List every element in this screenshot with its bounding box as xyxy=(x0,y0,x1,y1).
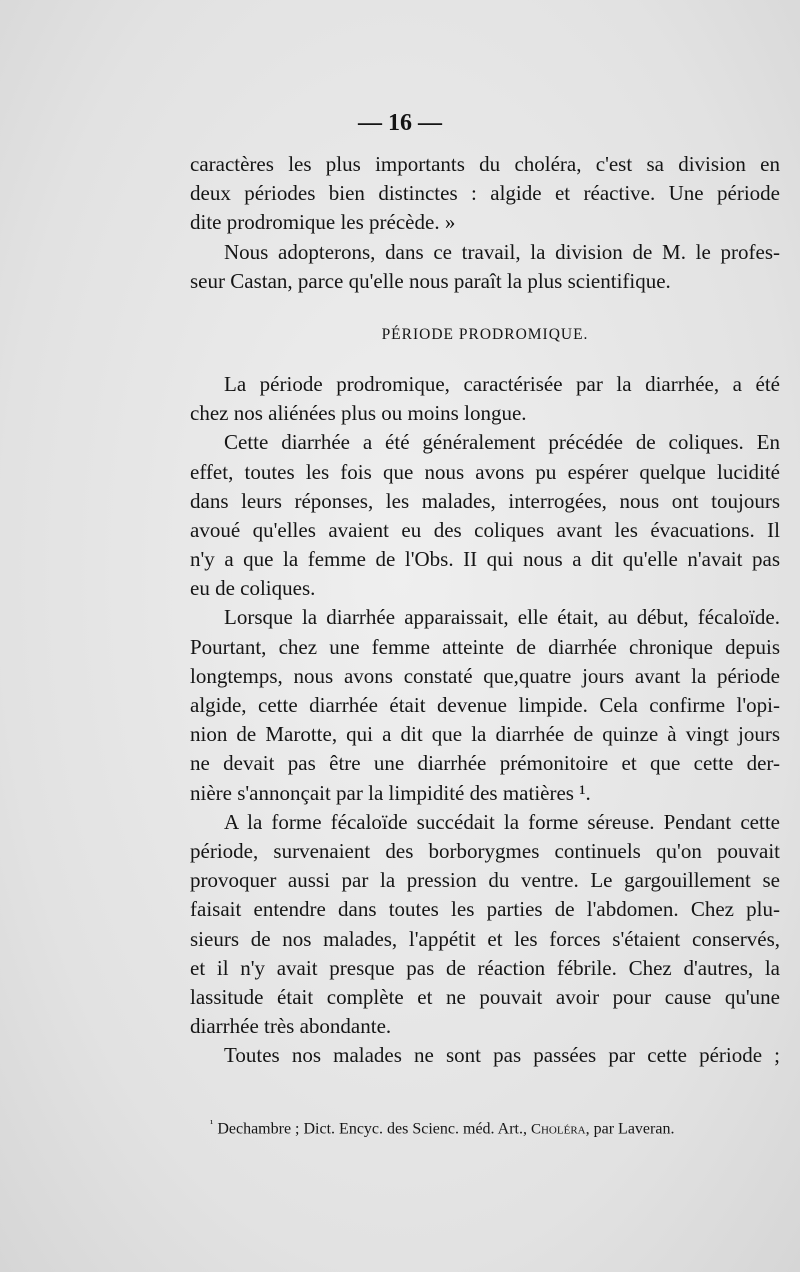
text-line: algide, cette diarrhée était devenue limpide. Cela confirme l'opi- xyxy=(190,693,780,717)
section-heading: PÉRIODE PRODROMIQUE. xyxy=(381,325,589,343)
body-text xyxy=(190,150,780,1070)
text-line: dans leurs réponses, les malades, interrogées, nous ont toujours xyxy=(190,488,780,513)
footnote-marker: ¹ xyxy=(210,1118,214,1130)
paragraph-3 xyxy=(190,370,780,428)
text-line: nière s'annonçait par la limpidité des matières ¹. xyxy=(190,780,591,805)
footnote-text: Dechambre ; Dict. Encyc. des Scienc. méd. Art., xyxy=(217,1120,531,1138)
text-line: dite prodromique les précède. » xyxy=(190,210,456,235)
text-line: nion de Marotte, qui a dit que la diarrhée de quinze à vingt jours xyxy=(190,722,780,747)
text-line: seur Castan, parce qu'elle nous paraît la plus scientifique. xyxy=(190,268,671,293)
text-line: provoquer aussi par la pression du ventre. Le gargouillement se xyxy=(190,868,780,893)
text-line: caractères les plus importants du choléra, c'est sa division en xyxy=(190,152,780,176)
text-line: n'y a que la femme de l'Obs. II qui nous a dit qu'elle n'avait pas xyxy=(190,547,780,572)
text-line: A la forme fécaloïde succédait la forme séreuse. Pendant cette xyxy=(224,809,780,834)
footnote-author: , par Laveran. xyxy=(585,1120,675,1138)
footnote xyxy=(210,1118,755,1138)
text-line: Nous adopterons, dans ce travail, la division de M. le profes- xyxy=(224,239,780,264)
text-line: diarrhée très abondante. xyxy=(190,1014,392,1039)
text-line: lassitude était complète et ne pouvait avoir pour cause qu'une xyxy=(190,984,780,1009)
text-line: et il n'y avait presque pas de réaction fébrile. Chez d'autres, la xyxy=(190,955,780,980)
text-line: avoué qu'elles avaient eu des coliques avant les évacuations. Il xyxy=(190,517,780,542)
text-line: chez nos aliénées plus ou moins longue. xyxy=(190,401,527,426)
text-line: sieurs de nos malades, l'appétit et les forces s'étaient conservés, xyxy=(190,926,780,951)
text-line: Toutes nos malades ne sont pas passées par cette période ; xyxy=(224,1043,780,1068)
paragraph-7 xyxy=(190,1041,780,1070)
text-line: La période prodromique, caractérisée par la diarrhée, a été xyxy=(224,371,780,396)
paragraph-1 xyxy=(190,150,780,238)
footnote-article-title: Choléra xyxy=(530,1121,586,1138)
text-line: faisait entendre dans toutes les parties de l'abdomen. Chez plu- xyxy=(190,897,780,922)
paragraph-6 xyxy=(190,808,780,1042)
text-line: Cette diarrhée a été généralement précédée de coliques. En xyxy=(224,430,780,455)
text-line: Lorsque la diarrhée apparaissait, elle était, au début, fécaloïde. xyxy=(224,605,780,630)
page-number: — 16 — xyxy=(358,110,442,136)
text-line: période, survenaient des borborygmes continuels qu'on pouvait xyxy=(190,838,780,863)
text-line: eu de coliques. xyxy=(190,576,316,601)
text-line: longtemps, nous avons constaté que,quatre jours avant la période xyxy=(190,663,780,688)
text-line: Pourtant, chez une femme atteinte de diarrhée chronique depuis xyxy=(190,634,780,659)
paragraph-4 xyxy=(190,428,780,603)
paragraph-2 xyxy=(190,238,780,296)
text-line: effet, toutes les fois que nous avons pu espérer quelque lucidité xyxy=(190,459,780,484)
text-line: ne devait pas être une diarrhée prémonitoire et que cette der- xyxy=(190,751,780,776)
paragraph-5 xyxy=(190,603,780,807)
text-line: deux périodes bien distinctes : algide et réactive. Une période xyxy=(190,181,780,206)
